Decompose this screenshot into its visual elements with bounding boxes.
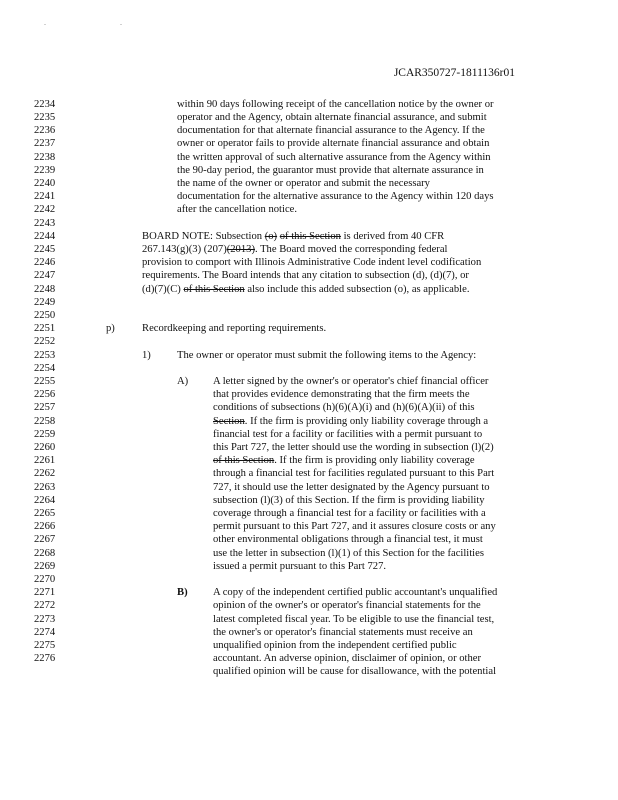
text-line: after the cancellation notice. bbox=[177, 204, 297, 216]
text-line: A copy of the independent certified public accountant's unqualified bbox=[213, 587, 498, 599]
text-line: use the letter in subsection (l)(1) of this Section for the facilities bbox=[213, 547, 484, 559]
line-number: 2270 bbox=[34, 574, 56, 585]
text-line bbox=[142, 243, 447, 256]
line-number: 2265 bbox=[34, 508, 56, 519]
item-label: A) bbox=[177, 376, 189, 387]
text-line: this Part 727, the letter should use the wording in subsection (l)(2) bbox=[213, 442, 494, 453]
line-number: 2260 bbox=[34, 442, 56, 453]
line-number: 2266 bbox=[34, 521, 56, 533]
line-number: 2245 bbox=[34, 244, 56, 255]
text-line: issued a permit pursuant to this Part 727. bbox=[213, 560, 387, 572]
line-number: 2259 bbox=[34, 428, 56, 440]
line-number: 2257 bbox=[34, 402, 56, 414]
document-id: JCAR350727-1811136r01 bbox=[393, 67, 515, 79]
text-line: 727, it should use the letter designated by the Agency pursuant to bbox=[213, 481, 490, 493]
text-line: operator and the Agency, obtain alternate financial assurance, and submit bbox=[177, 112, 487, 123]
text-span: is derived from 40 CFR bbox=[340, 230, 445, 242]
line-number: 2240 bbox=[34, 178, 56, 189]
subsection-label: p) bbox=[106, 323, 115, 335]
text-span: . The Board moved the corresponding federal bbox=[254, 244, 448, 255]
text-line bbox=[213, 454, 475, 467]
line-number: 2256 bbox=[34, 389, 56, 401]
text-line: documentation for the alternative assurance to the Agency within 120 days bbox=[177, 191, 494, 203]
text-span: 267.143(g)(3) (20 bbox=[142, 244, 218, 255]
line-number: 2269 bbox=[34, 560, 56, 572]
line-number: 2250 bbox=[34, 310, 56, 321]
line-number: 2238 bbox=[34, 151, 56, 163]
text-line: that provides evidence demonstrating that the firm meets the bbox=[213, 389, 470, 401]
text-line: latest completed fiscal year. To be eligible to use the financial test, bbox=[213, 613, 495, 625]
deleted-text: of this Section bbox=[279, 230, 341, 242]
item-text: The owner or operator must submit the following items to the Agency: bbox=[177, 349, 477, 361]
line-number: 2258 bbox=[34, 415, 56, 427]
text-line: conditions of subsections (h)(6)(A)(i) and (h)(6)(A)(ii) of this bbox=[213, 402, 475, 414]
line-number: 2276 bbox=[34, 653, 56, 665]
text-line: through a financial test for facilities regulated pursuant to this Part bbox=[213, 468, 495, 480]
item-label: 1) bbox=[142, 349, 151, 361]
line-number: 2234 bbox=[34, 98, 56, 110]
text-line: A letter signed by the owner's or operator's chief financial officer bbox=[213, 376, 489, 387]
line-number: 2236 bbox=[34, 125, 56, 137]
text-line bbox=[142, 230, 444, 243]
line-number: 2247 bbox=[34, 270, 56, 282]
text-line: requirements. The Board intends that any citation to subsection (d), (d)(7), or bbox=[142, 270, 469, 282]
text-line bbox=[213, 415, 488, 428]
text-line: documentation for that alternate financial assurance to the Agency. If the bbox=[177, 125, 485, 137]
line-number: 2261 bbox=[34, 455, 56, 467]
text-line: the written approval of such alternative assurance from the Agency within bbox=[177, 151, 491, 163]
text-line: accountant. An adverse opinion, disclaimer of opinion, or other bbox=[213, 653, 482, 665]
line-number: 2243 bbox=[34, 217, 56, 229]
line-number: 2239 bbox=[34, 164, 56, 176]
text-line: qualified opinion will be cause for disallowance, with the potential bbox=[213, 666, 497, 678]
text-line: provision to comport with Illinois Administrative Code indent level codification bbox=[142, 257, 482, 269]
line-number: 2241 bbox=[34, 191, 56, 203]
text-line: the owner's or operator's financial statements must receive an bbox=[213, 626, 473, 638]
line-number: 2242 bbox=[34, 204, 56, 216]
deleted-text: (2013) bbox=[226, 244, 255, 255]
item-label: B) bbox=[177, 587, 188, 599]
deleted-text: Section bbox=[213, 415, 245, 427]
text-line: within 90 days following receipt of the cancellation notice by the owner or bbox=[177, 98, 494, 110]
line-number: 2275 bbox=[34, 640, 56, 651]
text-line: unqualified opinion from the independent certified public bbox=[213, 640, 457, 651]
line-number: 2248 bbox=[34, 283, 56, 295]
text-line: permit pursuant to this Part 727, and it assures closure costs or any bbox=[213, 521, 496, 533]
line-number: 2262 bbox=[34, 468, 56, 480]
text-span: (d)(7)(C) bbox=[142, 283, 184, 295]
text-span: BOARD NOTE: Subsection bbox=[142, 230, 265, 242]
deleted-text: of this Section bbox=[213, 455, 275, 467]
text-span: . If the firm is providing only liability coverage bbox=[274, 455, 475, 467]
text-line: the 90-day period, the guarantor must provide that alternate assurance in bbox=[177, 164, 484, 176]
line-number: 2235 bbox=[34, 112, 56, 123]
line-number: 2272 bbox=[34, 600, 56, 612]
text-line: financial test for a facility or facilities with a permit pursuant to bbox=[213, 428, 483, 440]
text-span: 7) bbox=[217, 244, 227, 255]
deleted-text: (o) bbox=[264, 230, 278, 242]
line-number: 2271 bbox=[34, 587, 56, 599]
text-line: opinion of the owner's or operator's financial statements for the bbox=[213, 600, 481, 612]
line-number: 2253 bbox=[34, 349, 56, 361]
line-number: 2254 bbox=[34, 362, 56, 374]
text-line: owner or operator fails to provide alternate financial assurance and obtain bbox=[177, 138, 490, 150]
text-line bbox=[142, 283, 469, 296]
line-number: 2251 bbox=[34, 323, 56, 335]
line-number: 2273 bbox=[34, 613, 56, 625]
text-line: the name of the owner or operator and submit the necessary bbox=[177, 178, 430, 189]
line-number: 2237 bbox=[34, 138, 56, 150]
subsection-heading: Recordkeeping and reporting requirements. bbox=[142, 323, 327, 335]
text-line: coverage through a financial test for a facility or facilities with a bbox=[213, 508, 486, 519]
text-line: subsection (l)(3) of this Section. If the firm is providing liability bbox=[213, 494, 485, 506]
line-number: 2255 bbox=[34, 376, 56, 387]
line-number: 2263 bbox=[34, 481, 56, 493]
deleted-text: of this Section bbox=[183, 283, 245, 295]
line-number: 2264 bbox=[34, 494, 56, 506]
line-number: 2268 bbox=[34, 547, 56, 559]
line-number: 2274 bbox=[34, 626, 56, 638]
text-line: other environmental obligations through a financial test, it must bbox=[213, 534, 483, 546]
line-number: 2252 bbox=[34, 336, 56, 348]
line-number: 2267 bbox=[34, 534, 56, 546]
scan-dots: . . bbox=[44, 18, 158, 27]
line-number: 2244 bbox=[34, 230, 56, 242]
line-number: 2249 bbox=[34, 296, 56, 308]
line-number: 2246 bbox=[34, 257, 56, 269]
text-span: also include this added subsection (o), as applicable. bbox=[244, 283, 470, 295]
text-span: . If the firm is providing only liability coverage through a bbox=[244, 415, 489, 427]
